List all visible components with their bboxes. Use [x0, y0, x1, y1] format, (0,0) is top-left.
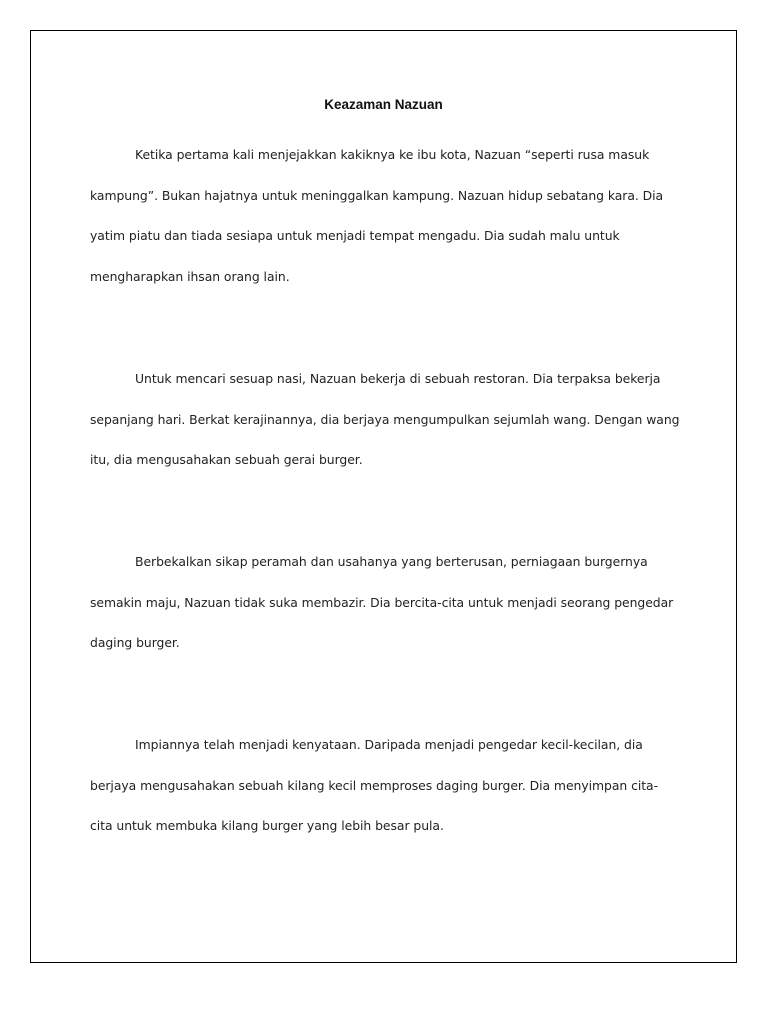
document-title: Keazaman Nazuan — [324, 97, 443, 112]
paragraph-4: Impiannya telah menjadi kenyataan. Daripada menjadi pengedar kecil-kecilan, dia berjaya mengusahakan sebuah kilang kecil memproses daging burger. Dia menyimpan cita-cita untuk membuka kilang burger yang lebih besar pula. — [90, 737, 658, 833]
paragraph-2: Untuk mencari sesuap nasi, Nazuan bekerja di sebuah restoran. Dia terpaksa bekerja sepanjang hari. Berkat kerajinannya, dia berjaya mengumpulkan sejumlah wang. Dengan wang itu, dia mengusahakan sebuah gerai burger. — [90, 371, 680, 467]
document-page — [30, 30, 737, 963]
paragraph-1: Ketika pertama kali menjejakkan kakiknya ke ibu kota, Nazuan “seperti rusa masuk kampung”. Bukan hajatnya untuk meninggalkan kampung. Nazuan hidup sebatang kara. Dia yatim piatu dan tiada sesiapa untuk menjadi tempat mengadu. Dia sudah malu untuk mengharapkan ihsan orang lain. — [90, 147, 664, 284]
paragraph-3: Berbekalkan sikap peramah dan usahanya yang berterusan, perniagaan burgernya semakin maju, Nazuan tidak suka membazir. Dia bercita-cita untuk menjadi seorang pengedar daging burger. — [90, 554, 674, 650]
